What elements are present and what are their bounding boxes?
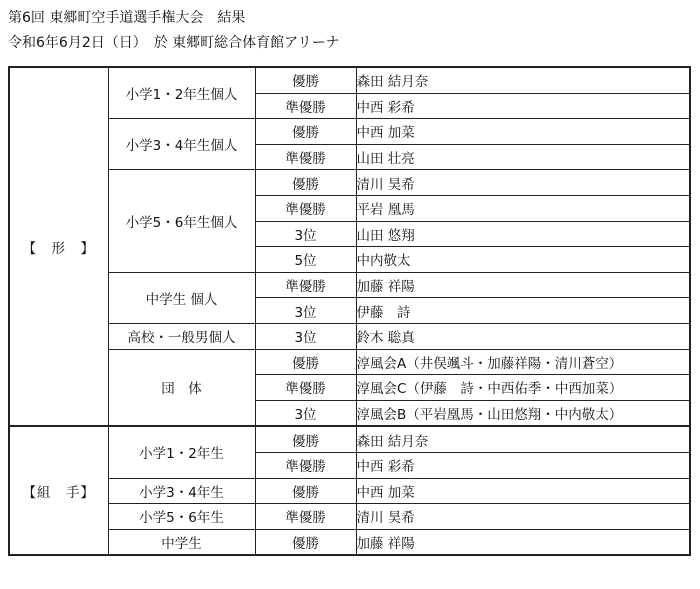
rank-cell: 優勝 <box>255 119 356 145</box>
winner-cell: 加藤 祥陽 <box>356 529 690 555</box>
winner-cell: 淳風会B（平岩凰馬・山田悠翔・中内敬太） <box>356 400 690 426</box>
category-cell-kata: 【 形 】 <box>9 67 108 426</box>
table-row <box>9 119 690 145</box>
winner-cell: 伊藤 詩 <box>356 298 690 324</box>
table-row <box>9 170 690 196</box>
rank-cell: 準優勝 <box>255 93 356 119</box>
rank-cell: 優勝 <box>255 349 356 375</box>
winner-cell: 中内敬太 <box>356 247 690 273</box>
winner-cell: 山田 壮亮 <box>356 144 690 170</box>
rank-cell: 3位 <box>255 221 356 247</box>
document-subtitle: 令和6年6月2日（日） 於 東郷町総合体育館アリーナ <box>8 35 340 51</box>
rank-cell: 優勝 <box>255 529 356 555</box>
category-cell-kumite: 【組 手】 <box>9 426 108 555</box>
table-row <box>9 529 690 555</box>
winner-cell: 淳風会C（伊藤 詩・中西佑季・中西加菜） <box>356 375 690 401</box>
rank-cell: 準優勝 <box>255 195 356 221</box>
rank-cell: 3位 <box>255 298 356 324</box>
table-row <box>9 272 690 298</box>
document-title: 第6回 東郷町空手道選手権大会 結果 <box>8 10 246 26</box>
rank-cell: 5位 <box>255 247 356 273</box>
winner-cell: 森田 結月奈 <box>356 67 690 93</box>
group-cell: 中学生 <box>108 529 255 555</box>
rank-cell: 優勝 <box>255 170 356 196</box>
rank-cell: 3位 <box>255 323 356 349</box>
table-row <box>9 478 690 504</box>
winner-cell: 鈴木 聡真 <box>356 323 690 349</box>
rank-cell: 3位 <box>255 400 356 426</box>
group-cell: 小学3・4年生 <box>108 478 255 504</box>
rank-cell: 準優勝 <box>255 452 356 478</box>
winner-cell: 清川 昊希 <box>356 504 690 530</box>
rank-cell: 優勝 <box>255 426 356 452</box>
winner-cell: 中西 彩希 <box>356 452 690 478</box>
rank-cell: 準優勝 <box>255 144 356 170</box>
winner-cell: 森田 結月奈 <box>356 426 690 452</box>
winner-cell: 平岩 凰馬 <box>356 195 690 221</box>
winner-cell: 淳風会A（井俣颯斗・加藤祥陽・清川蒼空） <box>356 349 690 375</box>
rank-cell: 準優勝 <box>255 375 356 401</box>
group-cell: 小学3・4年生個人 <box>108 119 255 170</box>
winner-cell: 中西 加菜 <box>356 119 690 145</box>
table-row <box>9 349 690 375</box>
rank-cell: 準優勝 <box>255 504 356 530</box>
table-row <box>9 67 690 93</box>
group-cell: 小学1・2年生 <box>108 426 255 478</box>
winner-cell: 山田 悠翔 <box>356 221 690 247</box>
winner-cell: 加藤 祥陽 <box>356 272 690 298</box>
rank-cell: 優勝 <box>255 478 356 504</box>
table-row <box>9 504 690 530</box>
rank-cell: 優勝 <box>255 67 356 93</box>
group-cell: 高校・一般男個人 <box>108 323 255 349</box>
winner-cell: 中西 加菜 <box>356 478 690 504</box>
winner-cell: 中西 彩希 <box>356 93 690 119</box>
winner-cell: 清川 昊希 <box>356 170 690 196</box>
group-cell: 中学生 個人 <box>108 272 255 323</box>
table-row <box>9 426 690 452</box>
group-cell: 団 体 <box>108 349 255 426</box>
results-table <box>8 66 691 556</box>
group-cell: 小学1・2年生個人 <box>108 67 255 119</box>
rank-cell: 準優勝 <box>255 272 356 298</box>
group-cell: 小学5・6年生 <box>108 504 255 530</box>
group-cell: 小学5・6年生個人 <box>108 170 255 272</box>
table-row <box>9 323 690 349</box>
